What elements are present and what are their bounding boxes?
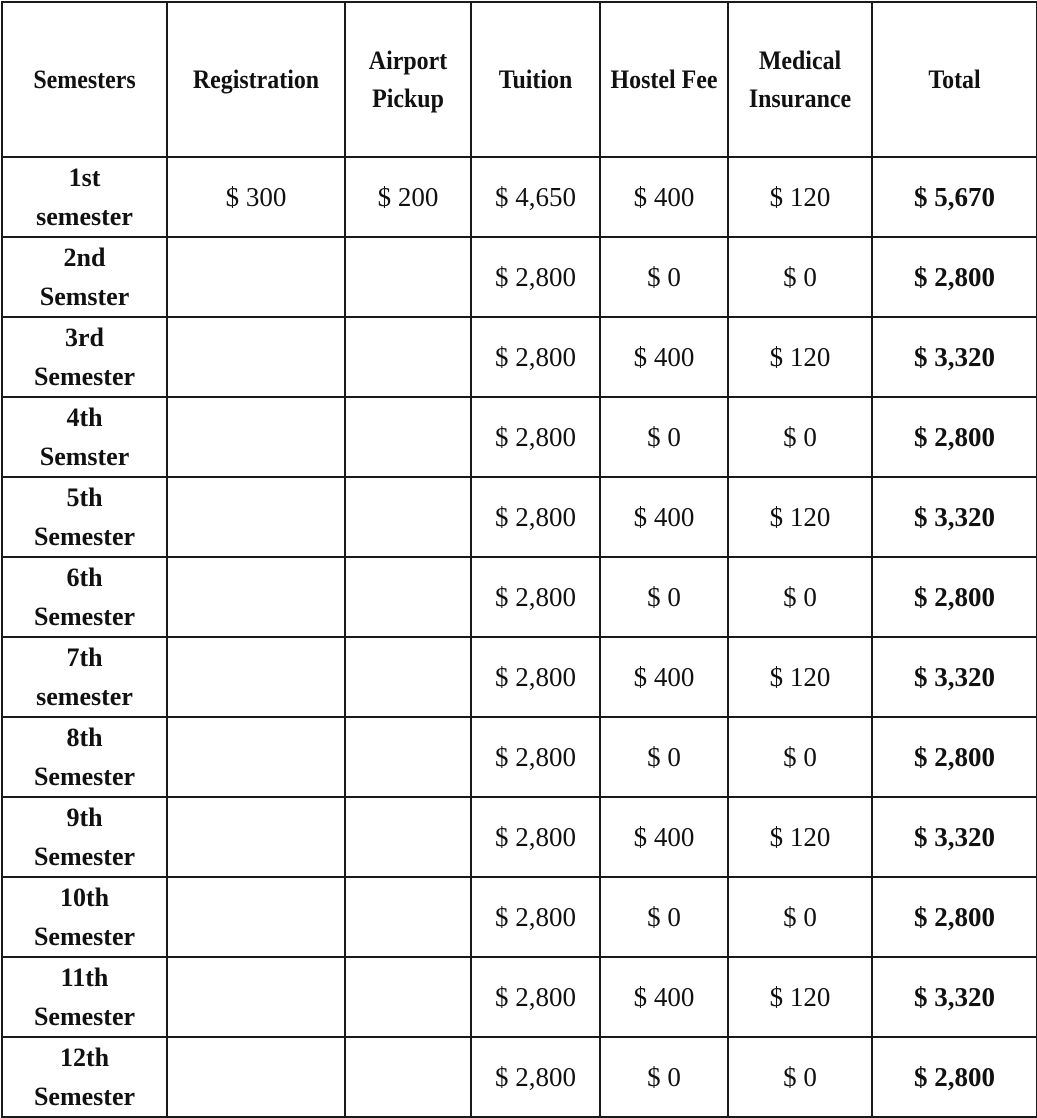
header-semesters: Semesters xyxy=(9,2,161,157)
hostel-fee-cell: $ 400 xyxy=(600,157,728,237)
table-row xyxy=(2,157,1037,237)
tuition-cell: $ 2,800 xyxy=(471,397,600,477)
total-cell: $ 3,320 xyxy=(872,317,1037,397)
medical-insurance-cell: $ 120 xyxy=(728,317,872,397)
table-row xyxy=(2,637,1037,717)
table-row xyxy=(2,477,1037,557)
airport-pickup-cell xyxy=(345,477,471,557)
registration-cell xyxy=(167,1037,345,1117)
tuition-cell: $ 2,800 xyxy=(471,317,600,397)
total-cell: $ 2,800 xyxy=(872,557,1037,637)
semester-word: Semster xyxy=(39,282,130,311)
semester-ordinal: 9th xyxy=(66,803,103,832)
airport-pickup-cell xyxy=(345,797,471,877)
header-airport-pickup: Airport Pickup xyxy=(350,2,466,157)
tuition-cell: $ 2,800 xyxy=(471,1037,600,1117)
tuition-cell: $ 2,800 xyxy=(471,957,600,1037)
semester-word: Semester xyxy=(33,602,136,631)
table-row xyxy=(2,797,1037,877)
registration-cell xyxy=(167,557,345,637)
semester-ordinal: 1st xyxy=(68,163,101,192)
airport-pickup-cell xyxy=(345,637,471,717)
semester-cell xyxy=(2,797,167,877)
semester-ordinal: 8th xyxy=(66,723,103,752)
airport-pickup-cell xyxy=(345,877,471,957)
medical-insurance-cell: $ 120 xyxy=(728,797,872,877)
fee-table xyxy=(1,1,1037,1118)
semester-ordinal: 4th xyxy=(66,403,103,432)
table-row xyxy=(2,957,1037,1037)
header-registration: Registration xyxy=(174,2,338,157)
total-cell: $ 3,320 xyxy=(872,637,1037,717)
hostel-fee-cell: $ 0 xyxy=(600,397,728,477)
medical-insurance-cell: $ 0 xyxy=(728,717,872,797)
semester-cell xyxy=(2,397,167,477)
airport-pickup-cell xyxy=(345,1037,471,1117)
hostel-fee-cell: $ 400 xyxy=(600,637,728,717)
airport-pickup-cell: $ 200 xyxy=(345,157,471,237)
hostel-fee-cell: $ 0 xyxy=(600,1037,728,1117)
header-total: Total xyxy=(879,2,1031,157)
total-cell: $ 2,800 xyxy=(872,237,1037,317)
semester-cell xyxy=(2,557,167,637)
semester-cell xyxy=(2,477,167,557)
registration-cell xyxy=(167,717,345,797)
semester-word: Semester xyxy=(33,362,136,391)
airport-pickup-cell xyxy=(345,557,471,637)
tuition-cell: $ 2,800 xyxy=(471,637,600,717)
semester-cell xyxy=(2,237,167,317)
header-tuition: Tuition xyxy=(476,2,595,157)
semester-word: Semster xyxy=(39,442,130,471)
registration-cell xyxy=(167,317,345,397)
medical-insurance-cell: $ 120 xyxy=(728,157,872,237)
medical-insurance-cell: $ 120 xyxy=(728,957,872,1037)
total-cell: $ 3,320 xyxy=(872,477,1037,557)
registration-cell xyxy=(167,237,345,317)
medical-insurance-cell: $ 0 xyxy=(728,397,872,477)
tuition-cell: $ 4,650 xyxy=(471,157,600,237)
registration-cell xyxy=(167,957,345,1037)
header-hostel-fee: Hostel Fee xyxy=(605,2,723,157)
semester-word: Semester xyxy=(33,922,136,951)
registration-cell xyxy=(167,397,345,477)
total-cell: $ 2,800 xyxy=(872,877,1037,957)
medical-insurance-cell: $ 0 xyxy=(728,1037,872,1117)
registration-cell xyxy=(167,797,345,877)
semester-word: semester xyxy=(36,202,133,231)
hostel-fee-cell: $ 400 xyxy=(600,797,728,877)
medical-insurance-cell: $ 0 xyxy=(728,557,872,637)
hostel-fee-cell: $ 400 xyxy=(600,957,728,1037)
hostel-fee-cell: $ 400 xyxy=(600,317,728,397)
registration-cell: $ 300 xyxy=(167,157,345,237)
semester-ordinal: 7th xyxy=(66,643,103,672)
tuition-cell: $ 2,800 xyxy=(471,877,600,957)
table-row xyxy=(2,1037,1037,1117)
tuition-cell: $ 2,800 xyxy=(471,237,600,317)
total-cell: $ 2,800 xyxy=(872,1037,1037,1117)
semester-word: Semester xyxy=(33,1002,136,1031)
tuition-cell: $ 2,800 xyxy=(471,557,600,637)
airport-pickup-cell xyxy=(345,717,471,797)
table-row xyxy=(2,397,1037,477)
header-medical-insurance: Medical Insurance xyxy=(734,2,866,157)
medical-insurance-cell: $ 0 xyxy=(728,877,872,957)
semester-cell xyxy=(2,157,167,237)
header-row xyxy=(2,2,1037,157)
semester-ordinal: 12th xyxy=(59,1043,110,1072)
medical-insurance-cell: $ 120 xyxy=(728,637,872,717)
total-cell: $ 2,800 xyxy=(872,717,1037,797)
total-cell: $ 3,320 xyxy=(872,797,1037,877)
airport-pickup-cell xyxy=(345,317,471,397)
medical-insurance-cell: $ 120 xyxy=(728,477,872,557)
semester-cell xyxy=(2,717,167,797)
semester-ordinal: 11th xyxy=(60,963,109,992)
hostel-fee-cell: $ 0 xyxy=(600,717,728,797)
semester-ordinal: 6th xyxy=(66,563,103,592)
total-cell: $ 2,800 xyxy=(872,397,1037,477)
table-row xyxy=(2,877,1037,957)
table-row xyxy=(2,557,1037,637)
semester-word: Semester xyxy=(33,1082,136,1111)
table-row xyxy=(2,317,1037,397)
semester-ordinal: 5th xyxy=(66,483,103,512)
tuition-cell: $ 2,800 xyxy=(471,797,600,877)
semester-cell xyxy=(2,1037,167,1117)
semester-cell xyxy=(2,637,167,717)
airport-pickup-cell xyxy=(345,237,471,317)
tuition-cell: $ 2,800 xyxy=(471,717,600,797)
semester-ordinal: 2nd xyxy=(63,243,106,272)
semester-word: Semester xyxy=(33,762,136,791)
semester-cell xyxy=(2,957,167,1037)
hostel-fee-cell: $ 400 xyxy=(600,477,728,557)
tuition-cell: $ 2,800 xyxy=(471,477,600,557)
semester-word: Semester xyxy=(33,842,136,871)
hostel-fee-cell: $ 0 xyxy=(600,557,728,637)
hostel-fee-cell: $ 0 xyxy=(600,237,728,317)
semester-ordinal: 3rd xyxy=(65,323,104,352)
airport-pickup-cell xyxy=(345,397,471,477)
registration-cell xyxy=(167,877,345,957)
semester-cell xyxy=(2,317,167,397)
registration-cell xyxy=(167,637,345,717)
total-cell: $ 3,320 xyxy=(872,957,1037,1037)
medical-insurance-cell: $ 0 xyxy=(728,237,872,317)
table-row xyxy=(2,237,1037,317)
table-row xyxy=(2,717,1037,797)
registration-cell xyxy=(167,477,345,557)
semester-ordinal: 10th xyxy=(59,883,110,912)
semester-cell xyxy=(2,877,167,957)
semester-word: semester xyxy=(36,682,133,711)
hostel-fee-cell: $ 0 xyxy=(600,877,728,957)
airport-pickup-cell xyxy=(345,957,471,1037)
total-cell: $ 5,670 xyxy=(872,157,1037,237)
semester-word: Semester xyxy=(33,522,136,551)
